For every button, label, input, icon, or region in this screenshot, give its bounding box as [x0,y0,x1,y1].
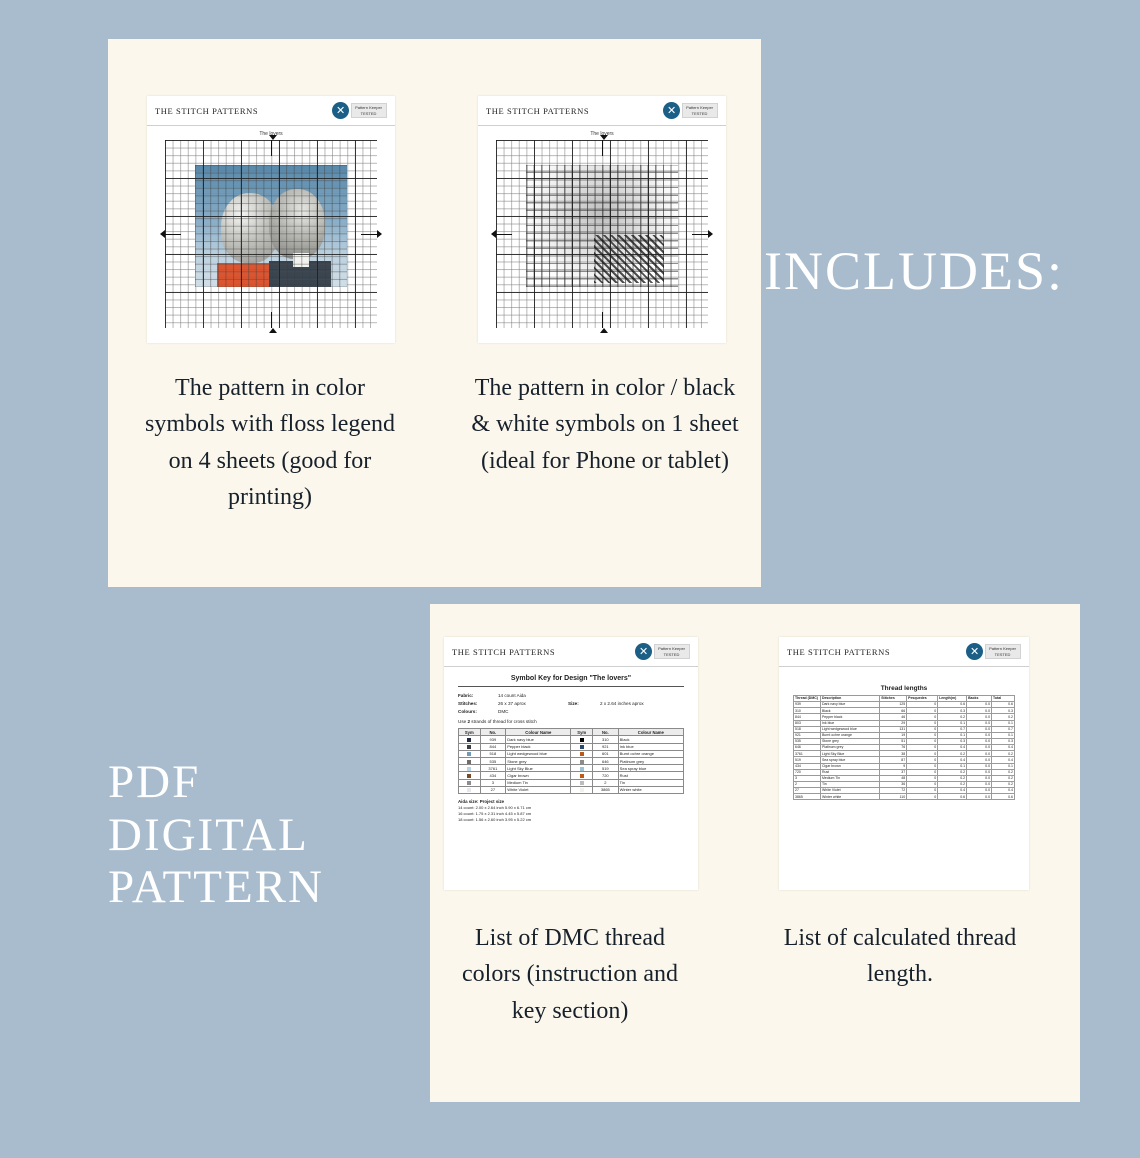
pesquedes: 0 [907,757,938,763]
colour-name: Platinum grey [618,758,683,765]
backs: 0.0 [967,702,992,708]
symbol-swatch-cell [571,779,593,786]
aida-size-title: Aida size: Project size [458,798,505,804]
colour-name: White Violet [506,786,571,793]
symbol-swatch-cell [459,765,481,772]
pesquedes: 0 [907,702,938,708]
symbol-swatch-cell [459,736,481,743]
column-header: Backs [967,696,992,702]
badge-line1: Pattern Keeper [658,646,685,652]
stitch-count: 51 [880,738,907,744]
brand-title: THE STITCH PATTERNS [155,105,259,116]
pattern-keeper-badge [663,102,718,119]
color-swatch-icon [580,738,584,742]
stitch-count: 76 [880,745,907,751]
stitch-count: 131 [880,726,907,732]
length-m: 0.2 [938,714,967,720]
color-swatch-icon [580,767,584,771]
marker-triangle-right [708,230,713,238]
color-swatch-icon [580,788,584,792]
table-row [459,765,684,772]
color-swatch-icon [467,788,471,792]
symbol-swatch-cell [571,786,593,793]
thread-number: 519 [592,765,618,772]
stitch-count: 72 [880,788,907,794]
backs: 0.0 [967,714,992,720]
caption-dmc-list: List of DMC thread colors (instruction and key section) [462,925,678,1024]
x-circle-icon: ✕ [332,102,349,119]
thread-number: 939 [480,736,506,743]
thread-number: 939 [794,702,821,708]
total: 0.4 [992,745,1015,751]
meta-label-2 [568,693,600,698]
colour-name: Dark navy blue [506,736,571,743]
brand-title: THE STITCH PATTERNS [486,105,590,116]
badge-line1: Pattern Keeper [686,105,713,111]
brand-title: THE STITCH PATTERNS [452,646,556,657]
column-header: Pesquedes [907,696,938,702]
badge-ribbon [985,644,1021,659]
sheet-header [147,96,395,126]
color-swatch-icon [467,767,471,771]
symbol-swatch-cell [459,779,481,786]
symbol-swatch-cell [459,786,481,793]
stitch-count: 38 [880,751,907,757]
colour-name: Medium Tin [506,779,571,786]
length-m: 0.3 [938,738,967,744]
thread-description: Winter white [820,794,879,800]
caption-bw-symbols: The pattern in color / black & white symbols on 1 sheet (ideal for Phone or tablet) [471,375,739,474]
thread-description: White Violet [820,788,879,794]
column-header: Thread (DMC) [794,696,821,702]
backs: 0.0 [967,775,992,781]
table-row [459,772,684,779]
strand-note-count: 2 [467,719,471,724]
sheet-header [444,637,698,667]
thread-description: Medium Tin [820,775,879,781]
center-mark-bottom [271,312,272,328]
symbol-key-rows [459,736,684,794]
color-swatch-icon [467,745,471,749]
pesquedes: 0 [907,788,938,794]
chart-area [165,131,377,328]
chart-area [496,131,708,328]
marker-triangle-left [160,230,165,238]
length-m: 0.4 [938,745,967,751]
thread-description: Light wedgewood blue [820,726,879,732]
strand-note-suffix: strands of thread for cross stitch [470,719,537,724]
center-mark-top [602,140,603,156]
pesquedes: 0 [907,708,938,714]
colour-name: Cigar brown [506,772,571,779]
length-m: 0.4 [938,788,967,794]
colour-name: Rust [618,772,683,779]
total: 0.2 [992,781,1015,787]
meta-row [458,709,684,714]
meta-value: 26 x 37 aprox [498,701,526,706]
thread-number: 844 [480,743,506,750]
marker-triangle-top [600,135,608,140]
color-swatch-icon [467,781,471,785]
color-swatch-icon [580,752,584,756]
color-swatch-icon [467,752,471,756]
symbol-swatch-cell [571,772,593,779]
thread-number: 3865 [794,794,821,800]
thread-number: 601 [592,750,618,757]
thread-number: 518 [480,750,506,757]
column-header: No. [480,729,506,736]
meta-label-2 [568,709,600,714]
symbol-swatch-cell [571,736,593,743]
backs: 0.0 [967,726,992,732]
meta-value-2 [600,709,670,714]
backs: 0.0 [967,769,992,775]
table-row [459,736,684,743]
stitch-count: 46 [880,714,907,720]
symbol-swatch-cell [571,758,593,765]
backs: 0.0 [967,781,992,787]
stitch-count: 9 [880,763,907,769]
pesquedes: 0 [907,781,938,787]
meta-label: Colours: [458,709,477,714]
stitch-count: 87 [880,757,907,763]
caption-color-symbols: The pattern in color symbols with floss legend on 4 sheets (good for printing) [145,375,395,511]
thread-number: 921 [592,743,618,750]
strand-note [458,719,684,724]
thread-number: 646 [592,758,618,765]
thread-number: 720 [794,769,821,775]
thread-number: 720 [592,772,618,779]
badge-line2: TESTED [691,110,708,116]
meta-row [458,701,684,706]
table-row [794,794,1015,800]
pesquedes: 0 [907,720,938,726]
preview-sheet-symbol-key [444,637,698,890]
thread-description: Tin [820,781,879,787]
thread-number: 535 [794,738,821,744]
caption-thread-length: List of calculated thread length. [783,925,1017,988]
thread-number: 27 [794,788,821,794]
thread-number: 2 [592,779,618,786]
thread-number: 518 [794,726,821,732]
aida-size-line: 16 count: 1.75 x 2.31 inch 4.45 x 5.87 cm [458,811,532,817]
center-mark-top [271,140,272,156]
symbol-key-meta [458,693,684,714]
stitch-count: 19 [880,732,907,738]
x-circle-icon: ✕ [663,102,680,119]
meta-label: Stitches: [458,701,478,706]
pdf-digital-pattern-heading [108,756,324,914]
marker-triangle-bottom [600,328,608,333]
length-m: 0.7 [938,726,967,732]
pesquedes: 0 [907,775,938,781]
pattern-keeper-badge [635,643,690,660]
thread-description: Burnt ochre orange [820,732,879,738]
thread-number: 3865 [592,786,618,793]
symbol-swatch-cell [571,765,593,772]
table-row [459,750,684,757]
table-row [459,779,684,786]
preview-sheet-thread-lengths [779,637,1029,890]
colour-name: Ink blue [618,743,683,750]
center-mark-left [496,234,512,235]
badge-line2: TESTED [663,651,680,657]
backs: 0.0 [967,738,992,744]
column-header: Sym [571,729,593,736]
badge-line2: TESTED [360,110,377,116]
meta-value-2 [600,693,670,698]
center-mark-right [692,234,708,235]
meta-value: 14 count Aida [498,693,526,698]
marker-triangle-top [269,135,277,140]
marker-triangle-bottom [269,328,277,333]
center-mark-bottom [602,312,603,328]
stitch-count: 36 [880,781,907,787]
length-m: 0.3 [938,708,967,714]
thread-number: 921 [794,732,821,738]
color-swatch-icon [467,738,471,742]
color-swatch-icon [580,760,584,764]
center-mark-right [361,234,377,235]
length-m: 0.6 [938,794,967,800]
thread-number: 3761 [480,765,506,772]
colour-name: Tin [618,779,683,786]
thread-description: Stone grey [820,738,879,744]
badge-ribbon [351,103,387,118]
pesquedes: 0 [907,714,938,720]
stitch-count: 110 [880,794,907,800]
strand-note-prefix: Use [458,719,468,724]
total: 0.2 [992,751,1015,757]
thread-number: 646 [794,745,821,751]
thread-number: 3 [794,775,821,781]
total: 0.1 [992,732,1015,738]
backs: 0.0 [967,788,992,794]
total: 0.2 [992,714,1015,720]
includes-heading: INCLUDES: [764,241,1064,301]
thread-description: Cigar brown [820,763,879,769]
badge-line1: Pattern Keeper [989,646,1016,652]
backs: 0.0 [967,708,992,714]
colour-name: Burnt ochre orange [618,750,683,757]
thread-length-body [793,685,1015,880]
thread-description: Sea spray blue [820,757,879,763]
backs: 0.0 [967,757,992,763]
color-swatch-icon [580,745,584,749]
column-header: Colour Name [618,729,683,736]
thread-number: 3761 [794,751,821,757]
thread-number: 844 [794,714,821,720]
thread-number: 519 [794,757,821,763]
table-row [459,786,684,793]
total: 0.2 [992,775,1015,781]
total: 0.6 [992,702,1015,708]
pattern-keeper-badge [332,102,387,119]
table-row [459,743,684,750]
backs: 0.0 [967,745,992,751]
colour-name: Light wedgewood blue [506,750,571,757]
thread-description: Rust [820,769,879,775]
pesquedes: 0 [907,751,938,757]
backs: 0.0 [967,763,992,769]
stitch-count: 48 [880,775,907,781]
thread-description: Black [820,708,879,714]
symbol-swatch-cell [459,750,481,757]
pdf-heading-line3: PATTERN [108,861,324,914]
badge-line2: TESTED [994,651,1011,657]
thread-description: Light Sky Blue [820,751,879,757]
thread-description: Pepper black [820,714,879,720]
total: 0.4 [992,757,1015,763]
preview-sheet-color-symbols [147,96,395,343]
thread-length-rows [794,702,1015,800]
marker-triangle-right [377,230,382,238]
colour-name: Sea spray blue [618,765,683,772]
color-swatch-icon [580,781,584,785]
stitch-count: 125 [880,702,907,708]
column-header: Sym [459,729,481,736]
column-header: Colour Name [506,729,571,736]
symbol-key-body [458,675,684,880]
total: 0.4 [992,788,1015,794]
x-circle-icon: ✕ [966,643,983,660]
symbol-key-title: Symbol Key for Design "The lovers" [458,675,684,687]
thread-number: 535 [480,758,506,765]
badge-ribbon [654,644,690,659]
chart-label: The lovers [259,131,283,137]
pesquedes: 0 [907,763,938,769]
pattern-keeper-badge [966,643,1021,660]
symbol-swatch-cell [459,758,481,765]
pesquedes: 0 [907,738,938,744]
pesquedes: 0 [907,726,938,732]
preview-sheet-bw-symbols [478,96,726,343]
meta-value-2: 2 x 2.64 inches aprox [600,701,644,706]
backs: 0.0 [967,751,992,757]
aida-size-lines [458,805,684,822]
symbol-key-header-row [459,729,684,736]
marker-triangle-left [491,230,496,238]
length-m: 0.1 [938,732,967,738]
pdf-heading-line1: PDF [108,756,201,808]
colour-name: Light Sky Blue [506,765,571,772]
thread-number: 803 [794,720,821,726]
column-header: Description [820,696,879,702]
meta-label-2: Size: [568,701,579,706]
meta-value: DMC [498,709,509,714]
thread-number: 3 [480,779,506,786]
backs: 0.0 [967,732,992,738]
thread-number: 434 [794,763,821,769]
meta-row [458,693,684,698]
total: 0.1 [992,763,1015,769]
total: 0.2 [992,769,1015,775]
stitch-count: 29 [880,720,907,726]
stitch-count: 66 [880,708,907,714]
thread-description: Platinum grey [820,745,879,751]
total: 0.3 [992,708,1015,714]
chart-label: The lovers [590,131,614,137]
x-circle-icon: ✕ [635,643,652,660]
brand-title: THE STITCH PATTERNS [787,646,891,657]
backs: 0.0 [967,720,992,726]
colour-name: Pepper black [506,743,571,750]
thread-number: 310 [794,708,821,714]
meta-label: Fabric: [458,693,474,698]
length-m: 0.2 [938,775,967,781]
length-m: 0.2 [938,769,967,775]
length-m: 0.2 [938,751,967,757]
chart-grid-bold [496,140,708,328]
thread-description: Dark navy blue [820,702,879,708]
pdf-heading-line2: DIGITAL [108,808,309,861]
center-mark-left [165,234,181,235]
symbol-swatch-cell [571,750,593,757]
pesquedes: 0 [907,745,938,751]
thread-length-title: Thread lengths [880,685,928,692]
total: 0.7 [992,726,1015,732]
aida-size-line: 18 count: 1.56 x 2.60 inch 3.95 x 5.22 cm [458,816,532,822]
chart-grid-bold [165,140,377,328]
thread-number: 434 [480,772,506,779]
length-m: 0.1 [938,763,967,769]
color-swatch-icon [467,760,471,764]
column-header: Stitches [880,696,907,702]
table-row [459,758,684,765]
column-header: Total [992,696,1015,702]
color-swatch-icon [580,774,584,778]
symbol-key-table [458,728,684,794]
total: 0.1 [992,720,1015,726]
length-m: 0.2 [938,781,967,787]
pesquedes: 0 [907,769,938,775]
colour-name: Winter white [618,786,683,793]
backs: 0.0 [967,794,992,800]
stitch-count: 37 [880,769,907,775]
length-m: 0.1 [938,720,967,726]
aida-size-footer [458,799,684,823]
thread-number: 2 [794,781,821,787]
badge-ribbon [682,103,718,118]
column-header: No. [592,729,618,736]
total: 0.6 [992,794,1015,800]
sheet-header [478,96,726,126]
pesquedes: 0 [907,794,938,800]
thread-number: 27 [480,786,506,793]
symbol-swatch-cell [571,743,593,750]
symbol-swatch-cell [459,743,481,750]
colour-name: Stone grey [506,758,571,765]
aida-size-line: 14 count: 2.00 x 2.64 inch 5.90 x 6.71 cm [458,805,532,811]
badge-line1: Pattern Keeper [355,105,382,111]
color-swatch-icon [467,774,471,778]
colour-name: Black [618,736,683,743]
length-m: 0.6 [938,702,967,708]
column-header: Length(m) [938,696,967,702]
thread-length-table [793,695,1015,800]
thread-description: Ink blue [820,720,879,726]
thread-number: 310 [592,736,618,743]
total: 0.3 [992,738,1015,744]
pesquedes: 0 [907,732,938,738]
sheet-header [779,637,1029,667]
length-m: 0.4 [938,757,967,763]
symbol-swatch-cell [459,772,481,779]
